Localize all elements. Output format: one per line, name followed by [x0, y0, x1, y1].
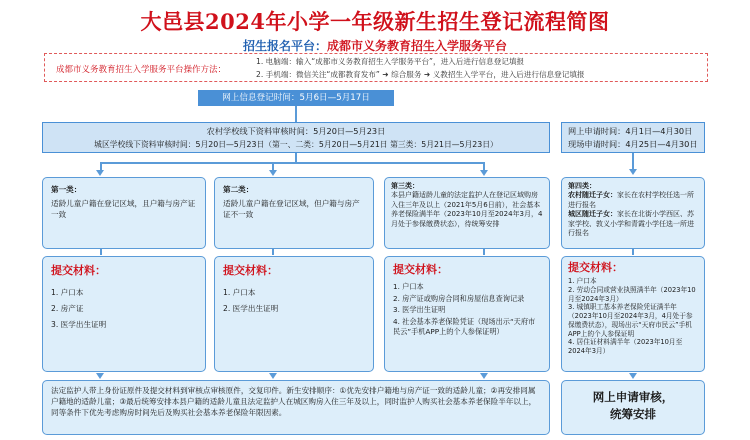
category-1-materials-title: 提交材料： [51, 264, 106, 277]
operation-method-pc: 1. 电脑端：输入“成都市义务教育招生入学服务平台”，进入后进行信息登记填报 [256, 57, 525, 66]
material-item: 1. 户口本 [393, 281, 424, 291]
connector-line [100, 162, 484, 164]
arrow-down-icon [480, 373, 488, 379]
city-desc: 家长在北街小学西区、苏家学校、敦义小学和青霞小学任选一所进行报名 [568, 210, 694, 238]
category-1-desc: 适龄儿童户籍在登记区域，且户籍与房产证一致 [51, 199, 196, 219]
category-1-panel [42, 177, 206, 249]
category-2-panel [214, 177, 374, 249]
platform-line [0, 37, 750, 54]
category-3-panel [384, 177, 550, 249]
onsite-apply-time: 现场申请时间：4月25日—4月30日 [568, 139, 698, 149]
category-3-materials-panel [384, 256, 550, 372]
rural-desc: 家长在农村学校任选一所进行报名 [568, 191, 694, 209]
right-arrow-icon: ➜ [423, 70, 431, 79]
connector-line [272, 249, 274, 255]
material-item: 2. 房产证 [51, 303, 84, 313]
category-4-panel [561, 177, 705, 249]
material-item: 4. 居住证材料满半年（2023年10月至2024年3月） [568, 338, 683, 355]
mobile-step-3: 义教招生入学平台，进入后进行信息登记填报 [432, 70, 585, 79]
mobile-step-1: 2. 手机端：微信关注“成都教育发布” [256, 70, 380, 79]
rural-review-time: 农村学校线下资料审核时间：5月20日—5月23日 [206, 126, 386, 136]
connector-line [295, 106, 297, 122]
right-arrow-icon: ➜ [382, 70, 389, 79]
material-item: 4. 社会基本养老保险凭证（现场出示“天府市民云”手机APP上的个人参保证明） [393, 317, 536, 336]
connector-line [632, 153, 634, 170]
arrow-down-icon [629, 373, 637, 379]
review-instructions-box [42, 380, 550, 435]
online-apply-time: 网上申请时间：4月1日—4月30日 [568, 126, 693, 136]
arrow-down-icon [629, 169, 637, 175]
category-2-materials-panel [214, 256, 374, 372]
rural-label: 农村随迁子女： [568, 191, 617, 200]
material-item: 3. 医学出生证明 [393, 305, 446, 315]
city-review-time: 城区学校线下资料审核时间：5月20日—5月23日（第一、二类：5月20日—5月21日 第三类：5月21日—5月23日） [94, 140, 498, 149]
connector-line [632, 249, 634, 255]
category-3-materials-title: 提交材料： [393, 263, 448, 276]
category-4-head: 第四类： [568, 182, 596, 190]
category-3-head: 第三类： [391, 182, 419, 190]
operation-methods-title: 成都市义务教育招生入学服务平台操作方法： [56, 65, 227, 75]
review-instructions-text: 法定监护人带上身份证原件及提交材料到审核点审核原件，交复印件。新生安排顺序：①优先安排户籍地与房产证一致的适龄儿童；②再安排同属户籍地的适龄儿童；③最后统筹安排本县户籍的适龄儿童且法定监护人在城区购房入住三年及以上，同时监护人购买社会基本养老保险半年以上，同等条件下优先考虑购房时间先后及购买社会基本养老保险年限因素。 [51, 386, 537, 417]
material-item: 2. 房产证或购房合同和房屋信息查询记录 [393, 293, 525, 303]
category-2-head: 第二类： [223, 185, 254, 194]
online-review-line1: 网上申请审核， [592, 390, 674, 404]
online-review-line2: 统筹安排 [610, 407, 656, 422]
arrow-down-icon [480, 170, 488, 176]
mobile-step-2: 综合服务 [391, 70, 422, 79]
category-4-city [568, 210, 698, 238]
material-item: 3. 城镇职工基本养老保险凭证满半年（2023年10月至2024年3月，4月处于参保缴费状态），现场出示“天府市民云”手机APP上的个人参保证明 [568, 303, 693, 338]
material-item: 1. 户口本 [568, 277, 597, 286]
arrow-down-icon [269, 373, 277, 379]
platform-label: 招生报名平台： [242, 39, 327, 53]
connector-line [483, 249, 485, 255]
category-4-materials-title: 提交材料： [568, 261, 623, 274]
material-item: 3. 医学出生证明 [51, 319, 107, 329]
operation-method-mobile [256, 69, 585, 80]
category-4-materials-panel [561, 256, 705, 372]
city-label: 城区随迁子女： [568, 210, 617, 219]
offline-review-box [42, 122, 550, 153]
material-item: 1. 户口本 [223, 287, 256, 297]
category-4-rural [568, 191, 698, 210]
category-2-desc: 适龄儿童户籍在登记区域，但户籍与房产证不一致 [223, 199, 360, 219]
category-1-materials-panel [42, 256, 206, 372]
page-title: 大邑县2024年小学一年级新生招生登记流程简图 [140, 9, 610, 34]
material-item: 2. 劳动合同或营业执照满半年（2023年10月至2024年3月） [568, 286, 696, 303]
online-apply-box [561, 122, 705, 153]
connector-line [100, 249, 102, 255]
online-review-box [561, 380, 705, 435]
category-2-materials-title: 提交材料： [223, 264, 278, 277]
online-registration-time: 网上信息登记时间：5月6日—5月17日 [198, 90, 394, 106]
arrow-down-icon [96, 170, 104, 176]
material-item: 1. 户口本 [51, 287, 84, 297]
arrow-down-icon [269, 170, 277, 176]
category-3-desc: 本县户籍适龄儿童的法定监护人在登记区域购房入住三年及以上（2021年5月6日前），社会基本养老保险满半年（2023年10月至2024年3月，4月处于参保缴费状态），待统筹安排 [391, 191, 543, 228]
arrow-down-icon [96, 373, 104, 379]
category-1-head: 第一类： [51, 185, 82, 194]
material-item: 2. 医学出生证明 [223, 303, 279, 313]
platform-value: 成都市义务教育招生入学服务平台 [327, 39, 508, 53]
